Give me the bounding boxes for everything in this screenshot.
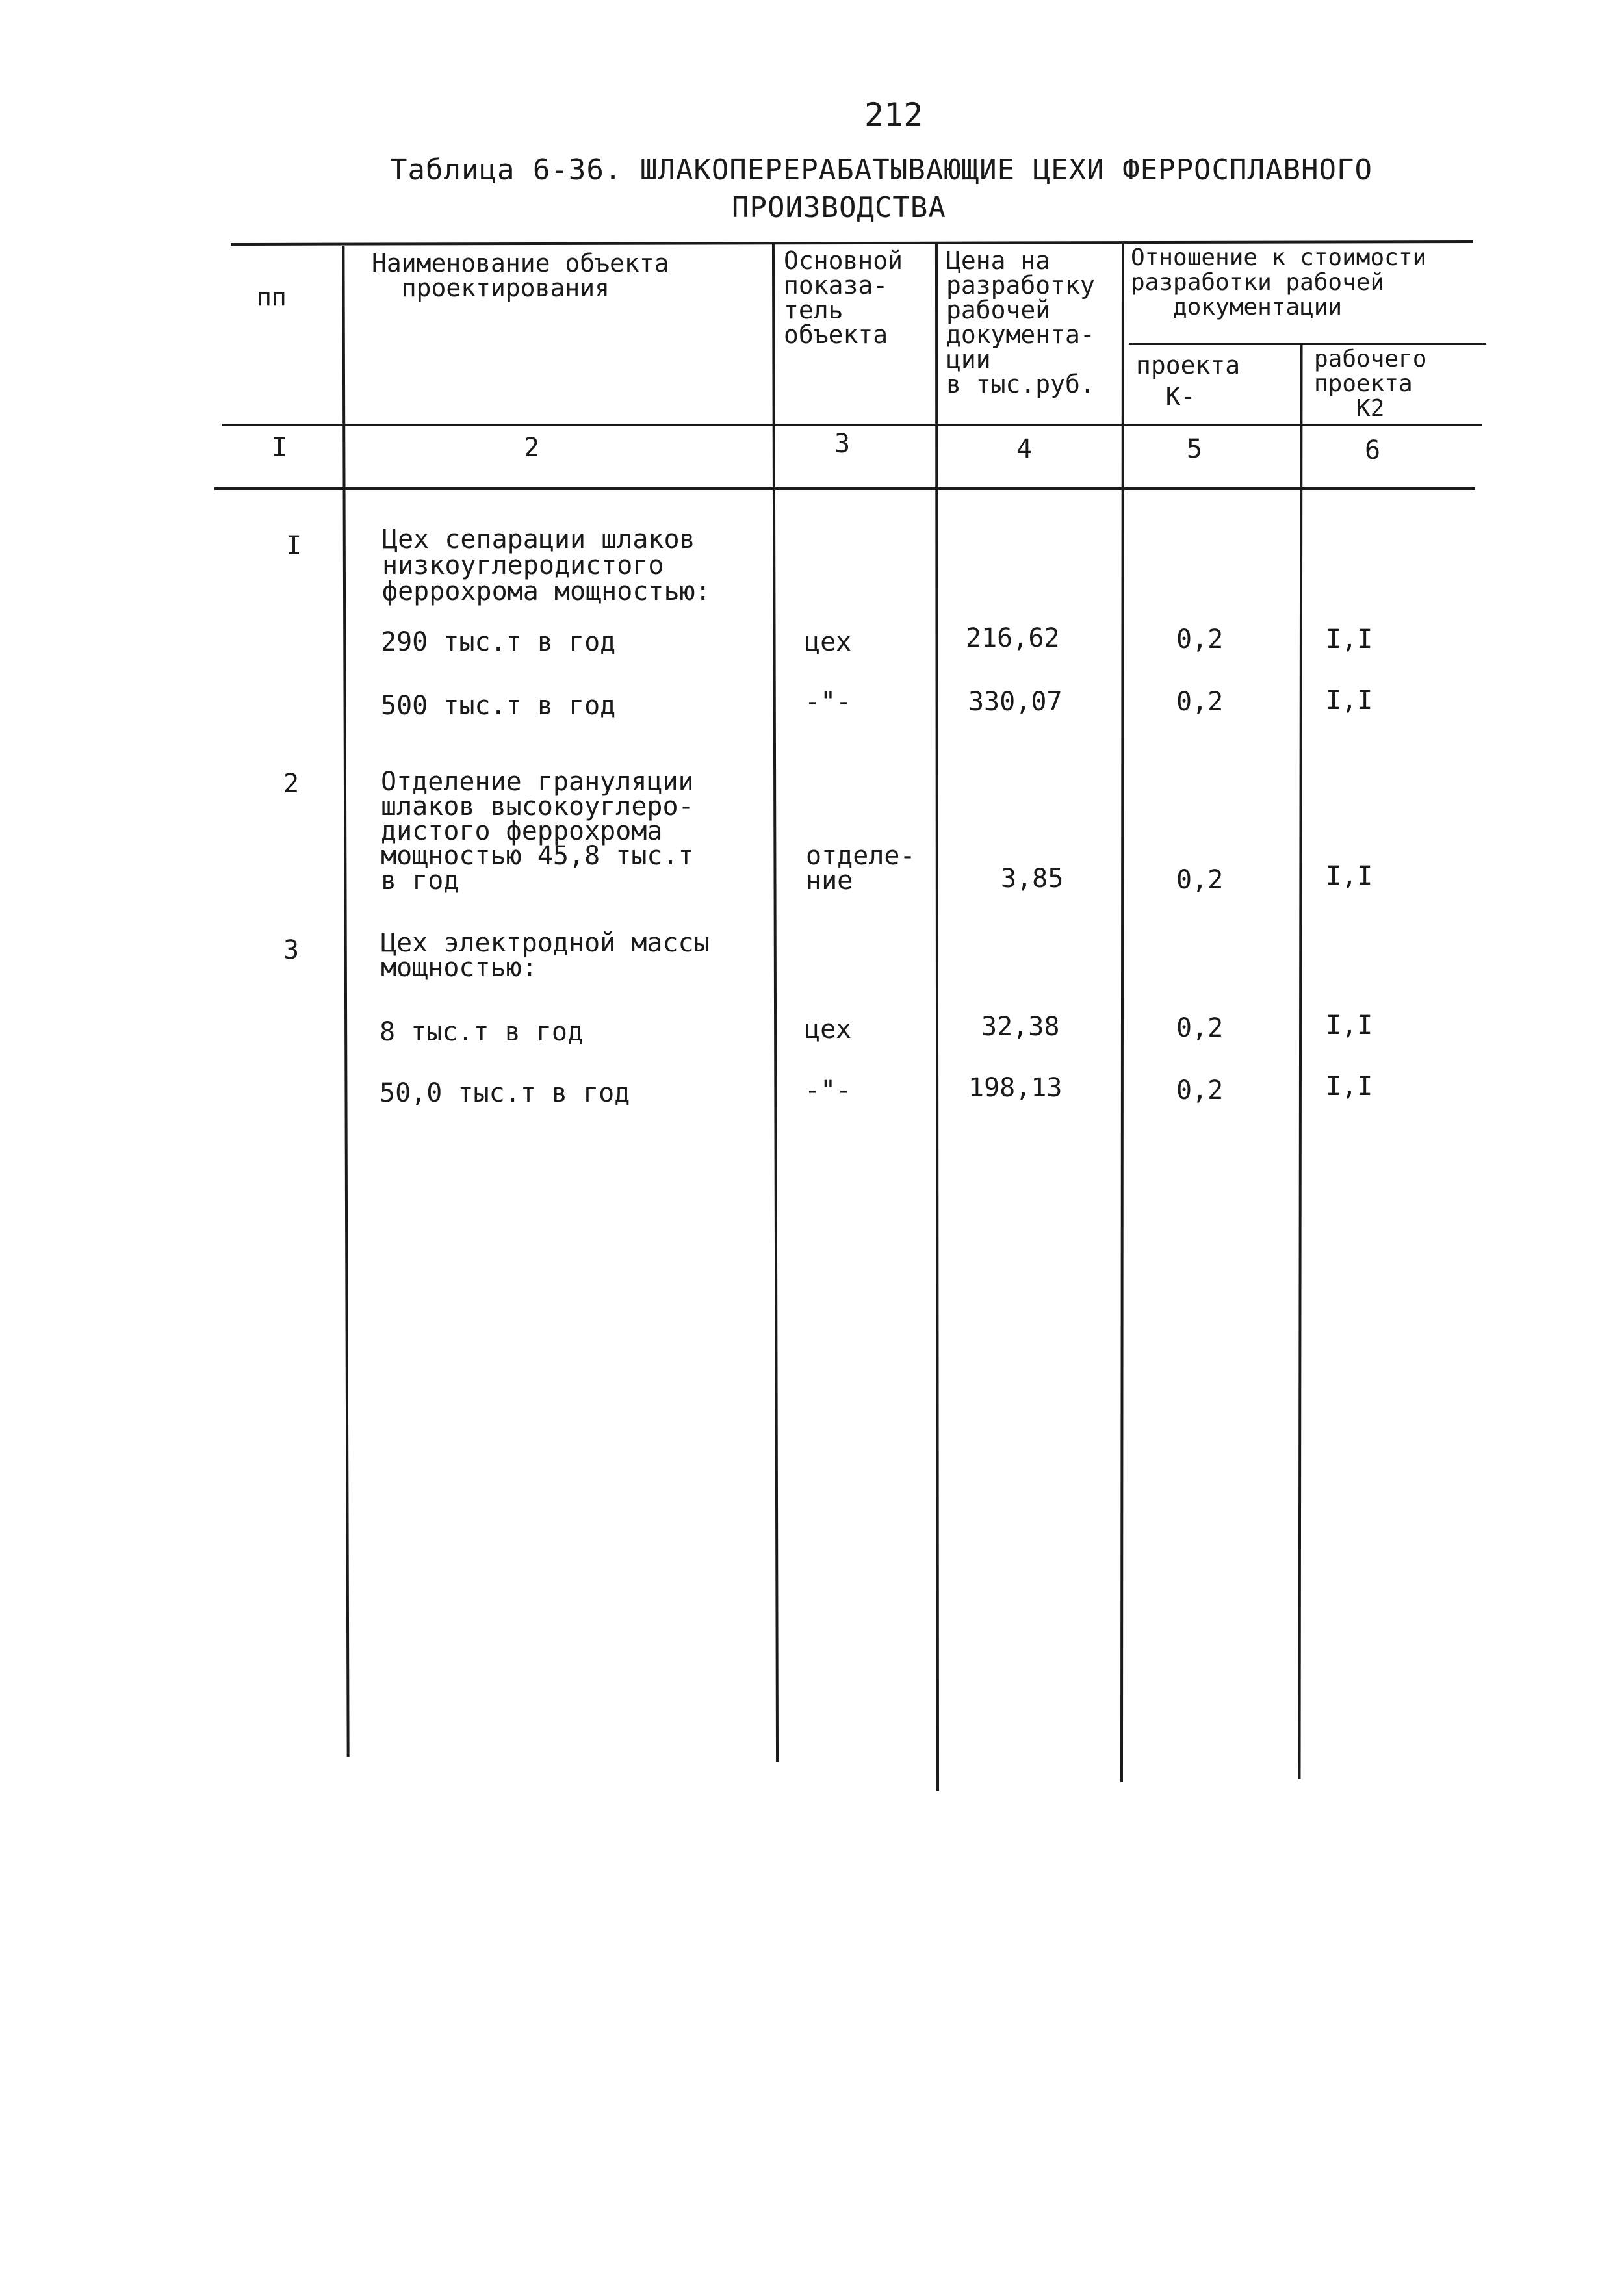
object-name: Отделение грануляции шлаков высокоуглеро- дистого феррохрома мощностью 45,8 тыс.т в год bbox=[381, 767, 694, 896]
ratio-k1: 0,2 bbox=[1176, 625, 1224, 654]
col-divider-1 bbox=[342, 246, 349, 1757]
price-value: 330,07 bbox=[968, 687, 1063, 717]
column-number-5: 5 bbox=[1187, 434, 1203, 464]
header-object-name: Наименование объекта проектирования bbox=[372, 249, 669, 302]
main-indicator: -"- bbox=[805, 1076, 852, 1105]
main-indicator: -"- bbox=[805, 687, 852, 717]
ratio-k1: 0,2 bbox=[1176, 865, 1224, 895]
column-number-3: 3 bbox=[834, 429, 851, 459]
price-value: 32,38 bbox=[981, 1012, 1060, 1042]
header-bottom-rule bbox=[222, 424, 1482, 426]
table-title: Таблица 6-36. ШЛАКОПЕРЕРАБАТЫВАЮЩИЕ ЦЕХИ ФЕРРОСПЛАВНОГО bbox=[390, 153, 1373, 187]
main-indicator: цех bbox=[805, 1014, 852, 1044]
price-value: 3,85 bbox=[1001, 864, 1064, 894]
col-divider-5 bbox=[1298, 343, 1302, 1779]
column-number-1: I bbox=[272, 433, 288, 463]
ratio-k2: I,I bbox=[1326, 1011, 1373, 1040]
page-number: 212 bbox=[864, 96, 923, 134]
price-value: 198,13 bbox=[968, 1073, 1063, 1103]
column-number-6: 6 bbox=[1365, 435, 1381, 465]
object-name: 50,0 тыс.т в год bbox=[380, 1078, 630, 1108]
main-indicator: цех bbox=[805, 627, 852, 657]
row-number: 2 bbox=[283, 769, 300, 799]
column-number-2: 2 bbox=[524, 433, 540, 463]
column-numbers-bottom-rule bbox=[214, 487, 1475, 490]
price-value: 216,62 bbox=[966, 623, 1060, 653]
row-number: I bbox=[286, 531, 302, 561]
main-indicator: отделе- ние bbox=[806, 841, 916, 896]
table-title-continuation: ПРОИЗВОДСТВА bbox=[732, 191, 946, 224]
col-divider-2 bbox=[772, 244, 779, 1762]
ratio-k1: 0,2 bbox=[1176, 1013, 1224, 1043]
object-name: 8 тыс.т в год bbox=[380, 1017, 584, 1047]
ratio-k1: 0,2 bbox=[1176, 1076, 1224, 1105]
ratio-k2: I,I bbox=[1326, 1072, 1373, 1102]
header-project-k1: проекта К- bbox=[1136, 351, 1241, 411]
header-price: Цена на разработку рабочей документа- ции в тыс.руб. bbox=[946, 246, 1095, 398]
object-name: Цех электродной массы мощностью: bbox=[381, 928, 710, 983]
header-main-indicator: Основной показа- тель объекта bbox=[784, 246, 903, 349]
header-pp: пп bbox=[257, 283, 287, 311]
ratio-k2: I,I bbox=[1326, 861, 1373, 891]
col-divider-4 bbox=[1120, 242, 1124, 1782]
ratio-k2: I,I bbox=[1326, 625, 1373, 654]
header-working-project-k2: рабочего проекта К2 bbox=[1314, 346, 1427, 422]
header-ratio-group: Отношение к стоимости разработки рабочей документации bbox=[1131, 244, 1427, 320]
object-name: Цех сепарации шлаков низкоуглеродистого феррохрома мощностью: bbox=[382, 524, 711, 606]
object-name: 290 тыс.т в год bbox=[381, 627, 616, 657]
column-number-4: 4 bbox=[1016, 434, 1033, 464]
row-number: 3 bbox=[283, 935, 300, 965]
col-divider-3 bbox=[935, 244, 939, 1791]
ratio-k2: I,I bbox=[1326, 686, 1373, 716]
object-name: 500 тыс.т в год bbox=[381, 691, 616, 721]
ratio-k1: 0,2 bbox=[1176, 687, 1224, 717]
subheader-rule bbox=[1129, 343, 1486, 345]
